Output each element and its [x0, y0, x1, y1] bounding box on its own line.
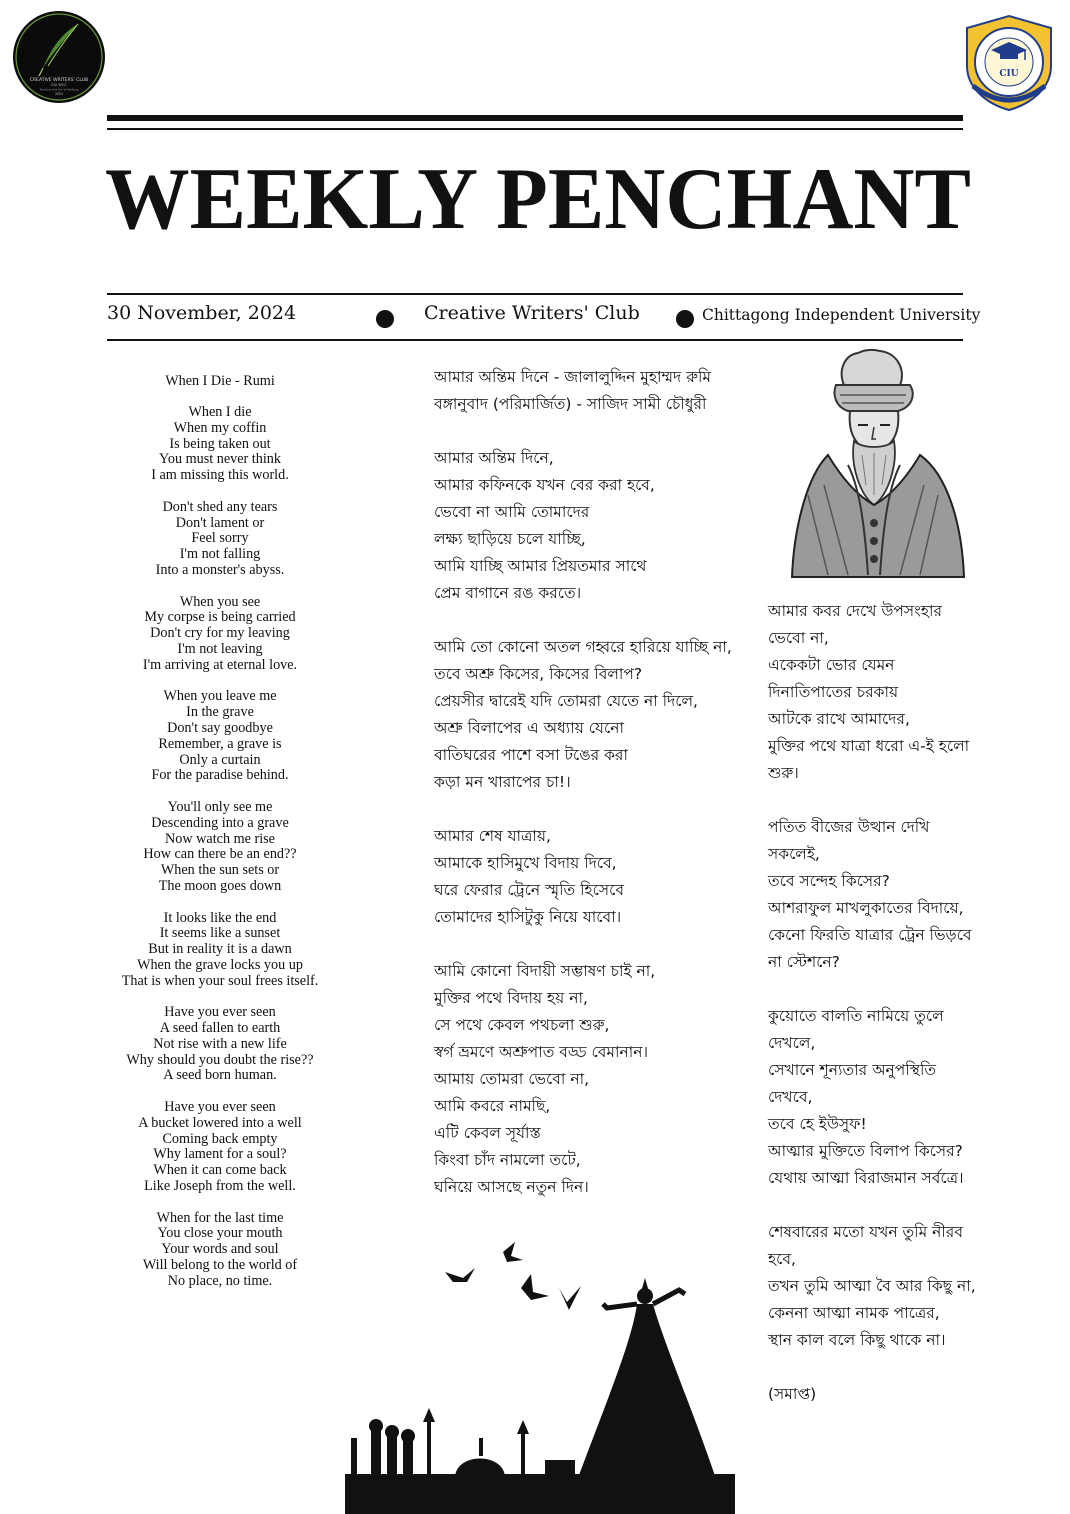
- english-poem-line: When it can come back: [153, 1162, 287, 1179]
- english-poem-line: It looks like the end: [163, 909, 277, 926]
- bangla-poem-line: অশ্রু বিলাপের এ অধ্যায় যেনো: [434, 719, 624, 737]
- bangla-stanza: [434, 445, 732, 607]
- masthead-title: [98, 150, 978, 250]
- english-poem-line: Why lament for a soul?: [153, 1146, 287, 1163]
- bangla-stanza: [434, 823, 732, 931]
- english-stanza: [100, 1211, 340, 1290]
- bangla-stanza: [768, 598, 976, 787]
- english-poem-line: Not rise with a new life: [153, 1035, 287, 1052]
- english-poem-line: Don't shed any tears: [162, 498, 278, 515]
- bangla-stanza: [434, 958, 732, 1201]
- english-stanza: [100, 800, 340, 895]
- english-poem-line: It seems like a sunset: [159, 925, 281, 942]
- bangla-poem-line: আমার শেষ যাত্রায়,: [434, 827, 551, 845]
- club-name: Creative Writers' Club: [424, 302, 640, 324]
- english-poem-line: Why should you doubt the rise??: [126, 1051, 314, 1068]
- english-poem-line: For the paradise behind.: [151, 767, 289, 784]
- english-stanza: [100, 405, 340, 484]
- bangla-poem-line: একেকটা ভোর যেমন: [768, 656, 895, 674]
- bangla-poem-line: আশরাফুল মাখলুকাতের বিদায়ে,: [768, 899, 964, 917]
- bangla-poem-line: আটকে রাখে আমাদের,: [768, 710, 910, 728]
- bullet-dot: [676, 310, 694, 328]
- bangla-poem-line: কেননা আত্মা নামক পাত্রের,: [768, 1304, 940, 1322]
- top-rule-thin: [107, 128, 963, 130]
- bangla-poem-line: হবে,: [768, 1250, 796, 1268]
- bangla-poem-line: প্রেম বাগানে রঙ করতে।: [434, 584, 582, 602]
- bangla-poem-line: দিনাতিপাতের চরকায়: [768, 683, 899, 701]
- ciu-university-logo: [963, 14, 1055, 112]
- bangla-poem-line: সে পথে কেবল পথচলা শুরু,: [434, 1016, 610, 1034]
- english-stanza: [100, 500, 340, 579]
- english-poem-line: Into a monster's abyss.: [155, 561, 285, 578]
- logo-right-text: CIU: [999, 69, 1019, 79]
- english-poem-line: Remember, a grave is: [158, 735, 282, 752]
- english-poem-line: The moon goes down: [158, 877, 282, 894]
- english-poem-line: When my coffin: [173, 419, 267, 436]
- bangla-poem-line: আত্মার মুক্তিতে বিলাপ কিসের?: [768, 1142, 963, 1160]
- english-poem-line: A bucket lowered into a well: [138, 1114, 302, 1131]
- bangla-stanza: [768, 814, 976, 976]
- bangla-poem-line: ভেবো না,: [768, 629, 829, 647]
- english-poem: [100, 405, 340, 1305]
- english-poem-line: When for the last time: [156, 1209, 284, 1226]
- bangla-poem-line: (সমাপ্ত): [768, 1385, 817, 1403]
- bangla-poem-line: বাতিঘরের পাশে বসা টঙের করা: [434, 746, 628, 764]
- english-poem-line: But in reality it is a dawn: [148, 941, 292, 958]
- bangla-poem-column-1: [434, 364, 732, 1228]
- bangla-stanza: [768, 1003, 976, 1192]
- english-poem-line: Like Joseph from the well.: [144, 1178, 296, 1195]
- bangla-poem-line: আমাকে হাসিমুখে বিদায় দিবে,: [434, 854, 617, 872]
- english-poem-line: A seed fallen to earth: [159, 1020, 281, 1037]
- bangla-poem-line: আমার কফিনকে যখন বের করা হবে,: [434, 476, 655, 494]
- bangla-poem-line: যেথায় আত্মা বিরাজমান সর্বত্রে।: [768, 1169, 964, 1187]
- english-poem-line: Is being taken out: [169, 435, 271, 452]
- bangla-poem-line: এটি কেবল সূর্যাস্ত: [434, 1124, 541, 1142]
- english-poem-line: When the sun sets or: [160, 862, 280, 879]
- english-poem-line: Will belong to the world of: [142, 1257, 298, 1274]
- logo-left-tagline: Nurture the Art of Writing: [39, 87, 79, 92]
- bangla-poem-line: স্বর্গ ভ্রমণে অশ্রুপাত বড্ড বেমানান।: [434, 1043, 649, 1061]
- bangla-poem-line: মুক্তির পথে যাত্রা ধরো এ-ই হলো: [768, 737, 970, 755]
- english-poem-line: You'll only see me: [167, 798, 273, 815]
- bangla-poem-line: তখন তুমি আত্মা বৈ আর কিছু না,: [768, 1277, 976, 1295]
- english-poem-line: In the grave: [186, 704, 254, 721]
- logo-left-title: CREATIVE WRITERS' CLUB: [29, 78, 89, 83]
- english-poem-line: A seed born human.: [163, 1067, 277, 1084]
- bangla-poem-line: তোমাদের হাসিটুকু নিয়ে যাবো।: [434, 908, 622, 926]
- bangla-poem-line: সকলেই,: [768, 845, 820, 863]
- english-poem-line: Don't cry for my leaving: [150, 625, 290, 642]
- bangla-poem-line: আমার অন্তিম দিনে,: [434, 449, 554, 467]
- english-stanza: [100, 911, 340, 990]
- english-poem-line: No place, no time.: [167, 1272, 273, 1289]
- bangla-poem-line: লক্ষ্য ছাড়িয়ে চলে যাচ্ছি,: [434, 530, 586, 548]
- english-poem-line: When you leave me: [163, 688, 277, 705]
- logo-left-subtitle: CIU WCC: [51, 83, 67, 87]
- bangla-poem-line: আমি তো কোনো অতল গহ্বরে হারিয়ে যাচ্ছি না,: [434, 638, 732, 656]
- bangla-poem-line: আমার কবর দেখে উপসংহার: [768, 602, 942, 620]
- bangla-poem-line: আমি কবরে নামছি,: [434, 1097, 551, 1115]
- english-poem-line: You close your mouth: [157, 1225, 283, 1242]
- bangla-poem-line: না স্টেশনে?: [768, 953, 840, 971]
- bangla-poem-line: পতিত বীজের উত্থান দেখি: [768, 818, 930, 836]
- bangla-poem-heading: আমার অন্তিম দিনে - জালালুদ্দিন মুহাম্মদ রুমি: [434, 368, 712, 386]
- english-poem-line: Descending into a grave: [151, 814, 289, 831]
- bangla-poem-line: স্থান কাল বলে কিছু থাকে না।: [768, 1331, 946, 1349]
- english-stanza: [100, 1100, 340, 1195]
- english-poem-line: Only a curtain: [179, 751, 261, 768]
- bangla-poem-line: আমি কোনো বিদায়ী সম্ভাষণ চাই না,: [434, 962, 656, 980]
- bangla-poem-stanzas: [434, 445, 732, 1201]
- bangla-poem-line: তবে অশ্রু কিসের, কিসের বিলাপ?: [434, 665, 643, 683]
- english-poem-line: My corpse is being carried: [144, 609, 296, 626]
- bangla-poem-line: দেখলে,: [768, 1034, 816, 1052]
- bangla-poem-line: মুক্তির পথে বিদায় হয় না,: [434, 989, 588, 1007]
- bangla-poem-line: আমায় তোমরা ভেবো না,: [434, 1070, 589, 1088]
- rumi-portrait-icon: [788, 345, 968, 581]
- bangla-poem-line: তবে হে ইউসুফ!: [768, 1115, 867, 1133]
- bangla-poem-line: ঘরে ফেরার ট্রেনে স্মৃতি হিসেবে: [434, 881, 624, 899]
- bangla-poem-line: ভেবো না আমি তোমাদের: [434, 503, 590, 521]
- bangla-poem-line: কেনো ফিরতি যাত্রার ট্রেন ভিড়বে: [768, 926, 972, 944]
- english-stanza: [100, 1005, 340, 1084]
- dateline-rule-top: [107, 293, 963, 295]
- logo-left-year: 2024: [54, 92, 64, 96]
- english-stanza: [100, 595, 340, 674]
- bangla-stanza: [768, 1381, 976, 1408]
- bangla-poem-line: শেষবারের মতো যখন তুমি নীরব: [768, 1223, 963, 1241]
- english-poem-line: I'm not leaving: [177, 640, 263, 657]
- english-poem-line: Have you ever seen: [164, 1099, 276, 1116]
- english-poem-line: Coming back empty: [162, 1130, 278, 1147]
- bangla-poem-translator: বঙ্গানুবাদ (পরিমার্জিত) - সাজিদ সামী চৌধুরী: [434, 395, 707, 413]
- english-poem-line: Now watch me rise: [165, 830, 275, 847]
- english-poem-line: I'm arriving at eternal love.: [142, 656, 298, 673]
- english-poem-line: Don't say goodbye: [167, 719, 273, 736]
- dateline-rule-bottom: [107, 339, 963, 341]
- english-poem-line: When the grave locks you up: [137, 956, 303, 973]
- bangla-poem-line: প্রেয়সীর দ্বারেই যদি তোমরা যেতে না দিলে,: [434, 692, 698, 710]
- english-poem-line: Feel sorry: [191, 530, 249, 547]
- bangla-poem-line: কুয়োতে বালতি নামিয়ে তুলে: [768, 1007, 944, 1025]
- english-poem-line: That is when your soul frees itself.: [121, 972, 319, 989]
- bangla-poem-line: তবে সন্দেহ কিসের?: [768, 872, 890, 890]
- issue-date: 30 November, 2024: [107, 302, 297, 324]
- bangla-poem-line: দেখবে,: [768, 1088, 813, 1106]
- bangla-poem-line: শুরু।: [768, 764, 799, 782]
- masthead-title-text: WEEKLY PENCHANT: [105, 151, 971, 248]
- english-poem-line: Don't lament or: [175, 514, 265, 531]
- bangla-poem-line: সেখানে শূন্যতার অনুপস্থিতি: [768, 1061, 937, 1079]
- english-poem-line: You must never think: [159, 451, 281, 468]
- bangla-stanza: [768, 1219, 976, 1354]
- english-poem-line: Your words and soul: [161, 1241, 279, 1258]
- bangla-poem-line: আমি যাচ্ছি আমার প্রিয়তমার সাথে: [434, 557, 647, 575]
- whirling-dervish-silhouette-icon: [345, 1238, 735, 1514]
- top-rule-thick: [107, 115, 963, 121]
- english-poem-line: When you see: [179, 593, 261, 610]
- creative-writers-club-logo: [12, 10, 106, 104]
- bangla-poem-line: কিংবা চাঁদ নামলো তটে,: [434, 1151, 581, 1169]
- bangla-stanza: [434, 634, 732, 796]
- english-poem-line: Have you ever seen: [164, 1004, 276, 1021]
- bangla-poem-line: কড়া মন খারাপের চা!।: [434, 773, 571, 791]
- english-poem-line: How can there be an end??: [143, 846, 297, 863]
- english-poem-line: When I die: [188, 404, 252, 420]
- english-stanza: [100, 689, 340, 784]
- english-poem-title: When I Die - Rumi: [165, 373, 275, 389]
- english-poem-line: I am missing this world.: [151, 467, 289, 484]
- english-poem-line: I'm not falling: [179, 546, 261, 563]
- bangla-poem-column-2: [768, 598, 976, 1435]
- bangla-poem-line: ঘনিয়ে আসছে নতুন দিন।: [434, 1178, 589, 1196]
- university-name: Chittagong Independent University: [702, 306, 981, 324]
- bullet-dot: [376, 310, 394, 328]
